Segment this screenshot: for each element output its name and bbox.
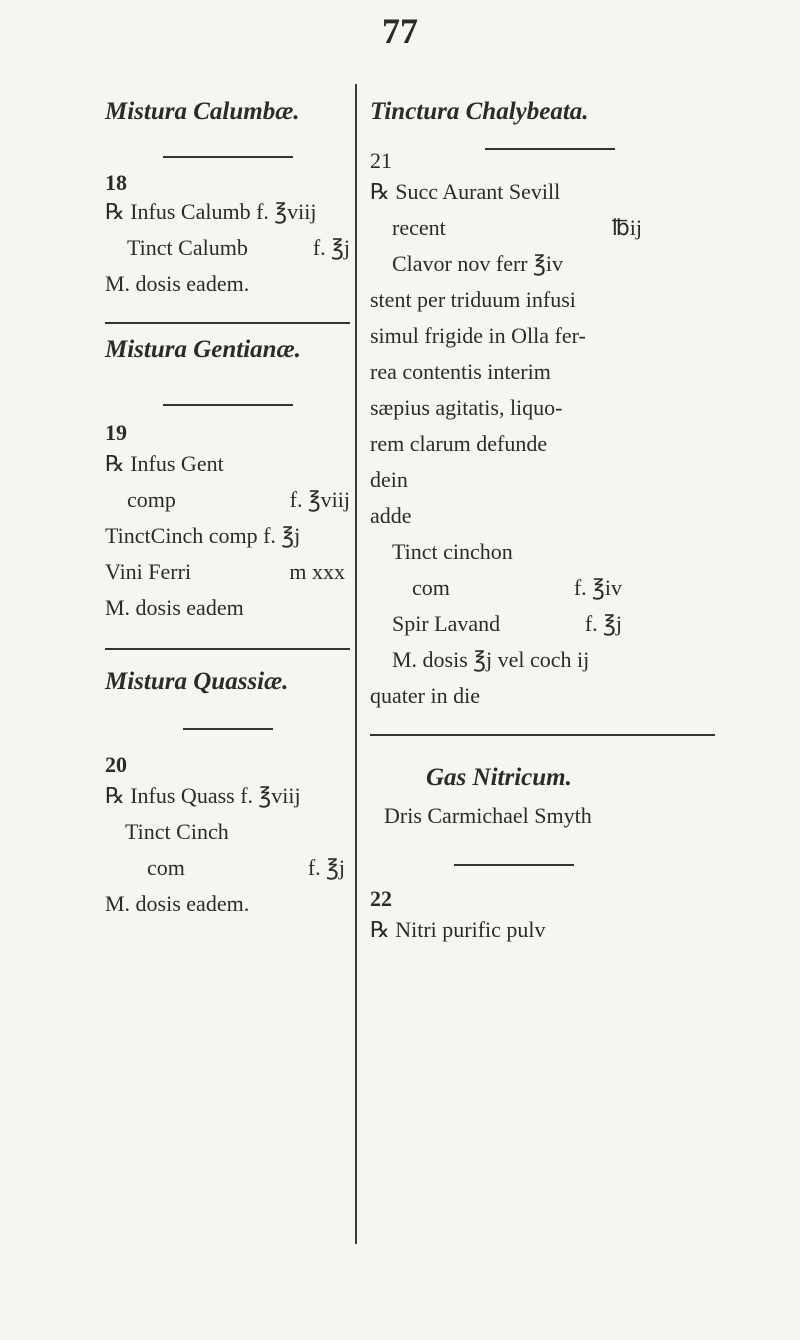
author-line: Dris Carmichael Smyth	[384, 803, 592, 828]
recipe-line: adde	[370, 503, 412, 528]
title-rule	[163, 404, 293, 406]
section-title: Tinctura Chalybeata.	[370, 98, 589, 125]
recipe-line: M. dosis ℥j vel coch ij	[392, 647, 590, 672]
recipe-number: 21	[370, 148, 392, 173]
recipe-line: quater in die	[370, 683, 480, 708]
recipe-line: com f. ℥iv	[412, 575, 622, 600]
recipe-line: ℞ Infus Quass f. ℥viij	[105, 783, 301, 808]
title-rule	[183, 728, 273, 730]
recipe-line: TinctCinch comp f. ℥j	[105, 523, 301, 548]
section-title: Mistura Gentianæ.	[105, 336, 301, 363]
column-divider	[355, 84, 357, 1244]
section-rule	[105, 322, 350, 324]
left-column	[105, 80, 350, 922]
recipe-line: rem clarum defunde	[370, 431, 548, 456]
recipe-line: ℞ Infus Gent	[105, 451, 224, 476]
section-title: Mistura Quassiæ.	[105, 668, 289, 695]
section-title: Mistura Calumbæ.	[105, 98, 300, 125]
recipe-number: 22	[370, 886, 392, 911]
recipe-line: ℞ Infus Calumb f. ℥viij	[105, 199, 317, 224]
recipe-line: Tinct Calumb f. ℥j	[127, 235, 350, 260]
recipe-line: comp f. ℥viij	[127, 487, 350, 512]
recipe-line: com f. ℥j	[147, 855, 345, 880]
recipe-line: recent ℔ij	[392, 215, 642, 240]
recipe-line: stent per triduum infusi	[370, 287, 576, 312]
page-number: 77	[382, 11, 418, 51]
recipe-number: 20	[105, 752, 127, 777]
section-rule	[370, 734, 715, 736]
recipe-line: Clavor nov ferr ℥iv	[392, 251, 563, 276]
recipe-line: M. dosis eadem	[105, 595, 244, 620]
recipe-line: M. dosis eadem.	[105, 891, 250, 916]
recipe-line: ℞ Succ Aurant Sevill	[370, 179, 561, 204]
recipe-line: sæpius agitatis, liquo-	[370, 395, 563, 420]
recipe-line: ℞ Nitri purific pulv	[370, 917, 546, 942]
section-rule	[105, 648, 350, 650]
right-column	[370, 80, 730, 948]
recipe-line: Tinct cinchon	[392, 539, 513, 564]
recipe-line: Spir Lavand f. ℥j	[392, 611, 622, 636]
recipe-line: dein	[370, 467, 408, 492]
recipe-number: 19	[105, 420, 127, 445]
title-rule	[454, 864, 574, 866]
title-rule	[163, 156, 293, 158]
recipe-line: Vini Ferri m xxx	[105, 559, 345, 584]
recipe-line: simul frigide in Olla fer-	[370, 323, 586, 348]
recipe-number: 18	[105, 170, 127, 195]
recipe-line: M. dosis eadem.	[105, 271, 250, 296]
section-title: Gas Nitricum.	[426, 764, 572, 791]
recipe-line: rea contentis interim	[370, 359, 551, 384]
recipe-line: Tinct Cinch	[125, 819, 229, 844]
